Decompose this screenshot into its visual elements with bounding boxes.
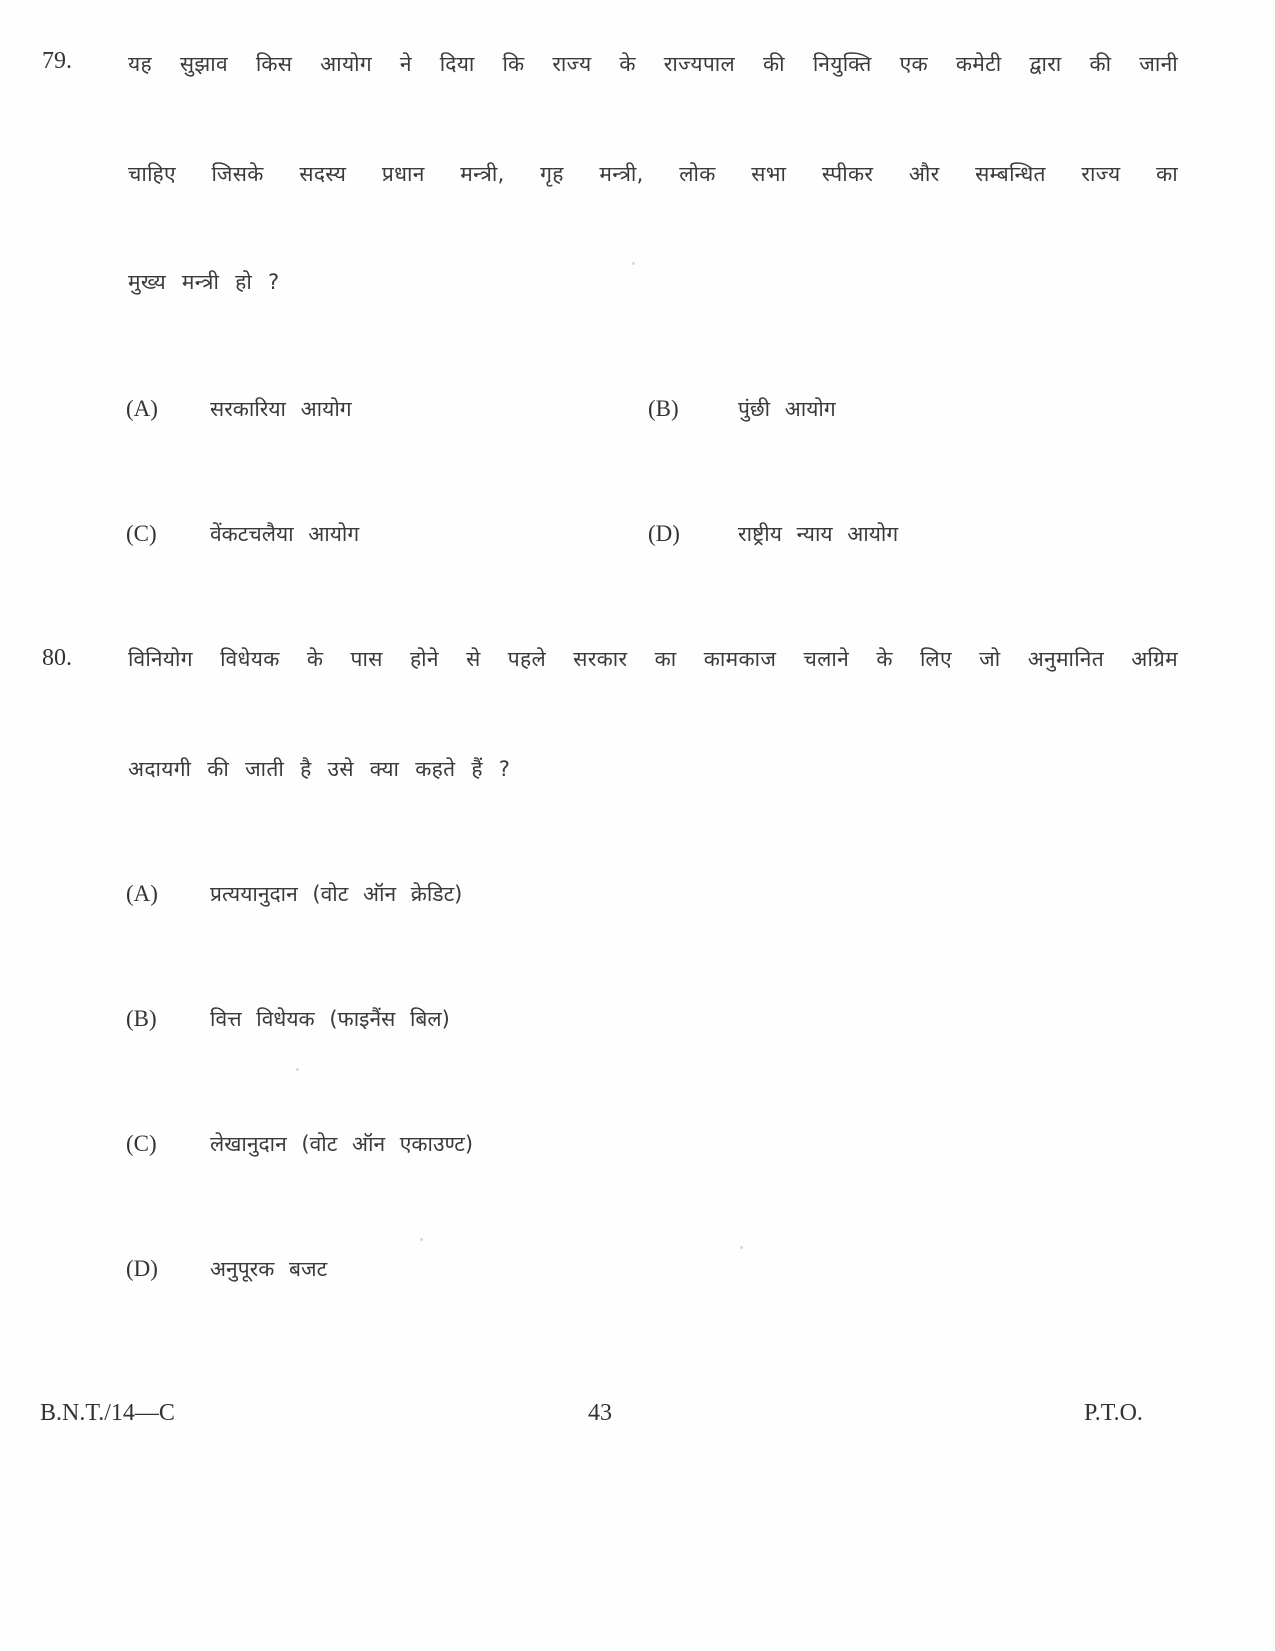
option-label: (C) — [126, 1131, 157, 1156]
scan-speck — [632, 262, 635, 265]
option-b — [648, 395, 836, 423]
scan-speck — [296, 1068, 299, 1071]
option-text: प्रत्ययानुदान (वोट ऑन क्रेडिट) — [210, 882, 463, 906]
option-a — [126, 395, 352, 423]
option-text: राष्ट्रीय न्याय आयोग — [738, 522, 899, 546]
question-number: 79. — [42, 48, 72, 74]
option-text: सरकारिया आयोग — [210, 397, 352, 421]
option-label: (D) — [648, 521, 680, 546]
option-text: वित्त विधेयक (फाइनैंस बिल) — [210, 1007, 450, 1031]
option-c — [126, 520, 359, 548]
scan-speck — [420, 1238, 423, 1241]
option-text: पुंछी आयोग — [738, 397, 836, 421]
option-a — [126, 880, 462, 908]
option-label: (D) — [126, 1256, 158, 1281]
option-label: (B) — [648, 396, 679, 421]
option-label: (C) — [126, 521, 157, 546]
question-text-line: यह सुझाव किस आयोग ने दिया कि राज्य के राज्यपाल की नियुक्ति एक कमेटी द्वारा की जानी — [128, 52, 1178, 76]
page-number: 43 — [588, 1400, 612, 1426]
option-d — [126, 1255, 327, 1283]
option-text: अनुपूरक बजट — [210, 1257, 328, 1281]
option-label: (A) — [126, 396, 158, 421]
question-text-line: चाहिए जिसके सदस्य प्रधान मन्त्री, गृह मन्त्री, लोक सभा स्पीकर और सम्बन्धित राज्य का — [128, 162, 1178, 186]
option-text: वेंकटचलैया आयोग — [210, 522, 360, 546]
option-label: (B) — [126, 1006, 157, 1031]
pto-label: P.T.O. — [1084, 1400, 1143, 1426]
scan-speck — [740, 1246, 743, 1249]
question-text-line: मुख्य मन्त्री हो ? — [128, 270, 280, 294]
option-c — [126, 1130, 473, 1158]
option-d — [648, 520, 898, 548]
question-text-line: अदायगी की जाती है उसे क्या कहते हैं ? — [128, 757, 511, 781]
option-text: लेखानुदान (वोट ऑन एकाउण्ट) — [210, 1132, 474, 1156]
option-label: (A) — [126, 881, 158, 906]
question-text-line: विनियोग विधेयक के पास होने से पहले सरकार का कामकाज चलाने के लिए जो अनुमानित अग्रिम — [128, 647, 1178, 671]
option-b — [126, 1005, 450, 1033]
booklet-code: B.N.T./14—C — [40, 1400, 175, 1426]
question-number: 80. — [42, 645, 72, 671]
